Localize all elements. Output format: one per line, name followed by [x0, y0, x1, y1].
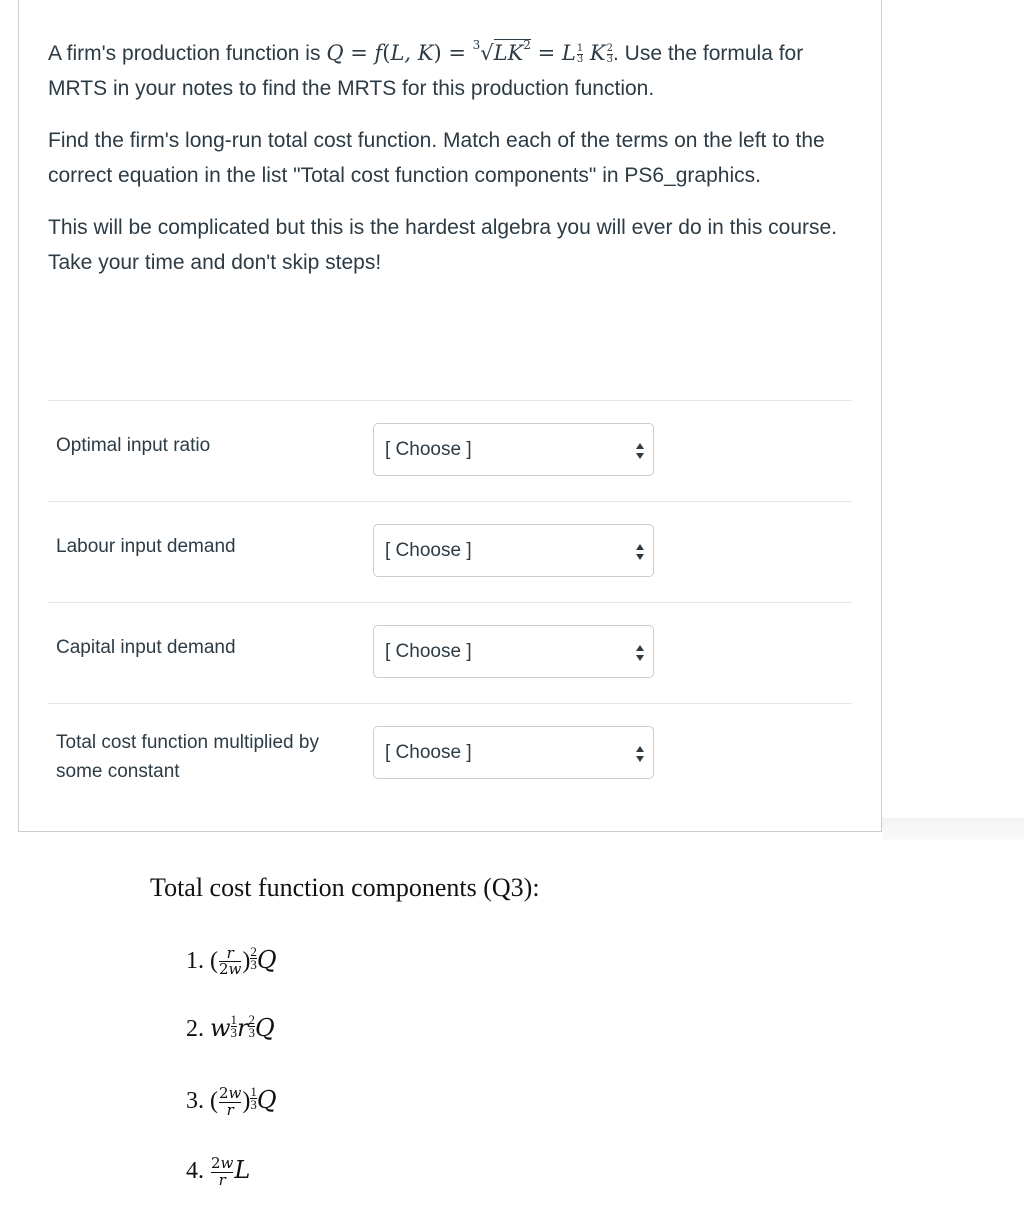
- row-label: Labour input demand: [56, 536, 236, 557]
- question-paragraph-2: Find the firm's long-run total cost function. Match each of the terms on the left to the correct equation in the list "Total cost function components" in PS6_graphics.: [48, 129, 825, 187]
- component-item-3: 3. ( $\frac{2w}{r}$ ) $\frac{1}{3}$ Q: [186, 1084, 277, 1120]
- row-label: Capital input demand: [56, 637, 236, 658]
- question-text: [48, 28, 858, 297]
- matching-rows: [48, 400, 852, 804]
- component-number: 3.: [186, 1088, 204, 1114]
- select-value: [ Choose ]: [385, 641, 472, 662]
- row-label: Optimal input ratio: [56, 435, 211, 456]
- select-arrows-icon: [635, 644, 645, 662]
- intro-after: . Use the formula for MRTS in your notes to find the MRTS for this production function.: [48, 42, 804, 100]
- select-value: [ Choose ]: [385, 540, 472, 561]
- choose-select-capital-input-demand[interactable]: [373, 625, 654, 678]
- row-label: Total cost function multiplied by some constant: [56, 732, 319, 782]
- production-formula: Q = f(L, $K) = ^3√LK^2 = L$ $\frac{1}{3}$ K $\frac{2}{3}$: [326, 38, 613, 65]
- select-arrows-icon: [635, 442, 645, 460]
- choose-select-optimal-input-ratio[interactable]: [373, 423, 654, 476]
- match-row-total-cost-function: [48, 703, 852, 804]
- component-number: 4.: [186, 1158, 204, 1184]
- match-row-labour-input-demand: [48, 501, 852, 602]
- choose-select-labour-input-demand[interactable]: [373, 524, 654, 577]
- choose-select-total-cost-function[interactable]: [373, 726, 654, 779]
- component-item-2: 2. w $\frac{1}{3}$ r $\frac{2}{3}$ Q: [186, 1012, 275, 1042]
- cost-components: [150, 868, 540, 1190]
- select-arrows-icon: [635, 543, 645, 561]
- component-number: 1.: [186, 948, 204, 974]
- component-item-1: 1. ( $\frac{r}{2w}$ ) $\frac{2}{3}$ Q: [186, 944, 277, 979]
- intro-before: A firm's production function is: [48, 42, 321, 65]
- panel-shadow: [882, 818, 1024, 840]
- select-value: [ Choose ]: [385, 439, 472, 460]
- question-paragraph-1: [48, 28, 858, 106]
- question-paragraph-3: This will be complicated but this is the hardest algebra you will ever do in this course. Take your time and don't skip steps!: [48, 216, 838, 274]
- select-arrows-icon: [635, 745, 645, 763]
- match-row-capital-input-demand: [48, 602, 852, 703]
- select-value: [ Choose ]: [385, 742, 472, 763]
- match-row-optimal-input-ratio: [48, 400, 852, 501]
- component-number: 2.: [186, 1016, 204, 1042]
- component-item-4: 4. $\frac{2w}{r}$ L: [186, 1154, 251, 1190]
- components-title: Total cost function components (Q3):: [150, 873, 540, 902]
